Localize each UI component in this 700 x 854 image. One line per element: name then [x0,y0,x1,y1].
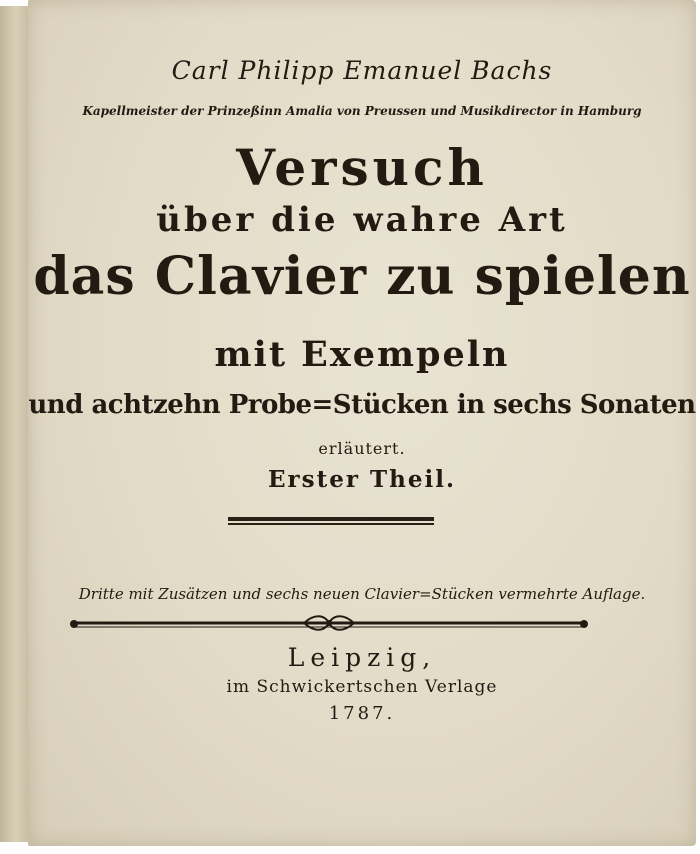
explained-text: erläutert. [318,439,406,458]
part-label: Erster Theil. [268,466,456,493]
publisher-name: im Schwickertschen Verlage [226,677,498,697]
ornamental-rule [68,612,590,634]
publication-year: 1787. [328,703,396,724]
double-rule-divider [228,517,434,526]
author-name: Carl Philipp Emanuel Bachs [171,56,553,85]
title-line-4: mit Exempeln [214,334,510,375]
title-page [28,0,696,846]
title-line-2: über die wahre Art [156,200,568,240]
title-line-3: das Clavier zu spielen [33,246,691,307]
edition-note: Dritte mit Zusätzen und sechs neuen Clavier=Stücken vermehrte Auflage. [78,585,646,603]
title-line-1: Versuch [236,138,488,197]
book-spine [0,6,31,842]
author-position: Kapellmeister der Prinzeßinn Amalia von Preussen und Musikdirector in Hamburg [82,104,642,118]
title-line-5: und achtzehn Probe=Stücken in sechs Sonaten [28,390,696,420]
publication-place: Leipzig, [287,643,437,672]
